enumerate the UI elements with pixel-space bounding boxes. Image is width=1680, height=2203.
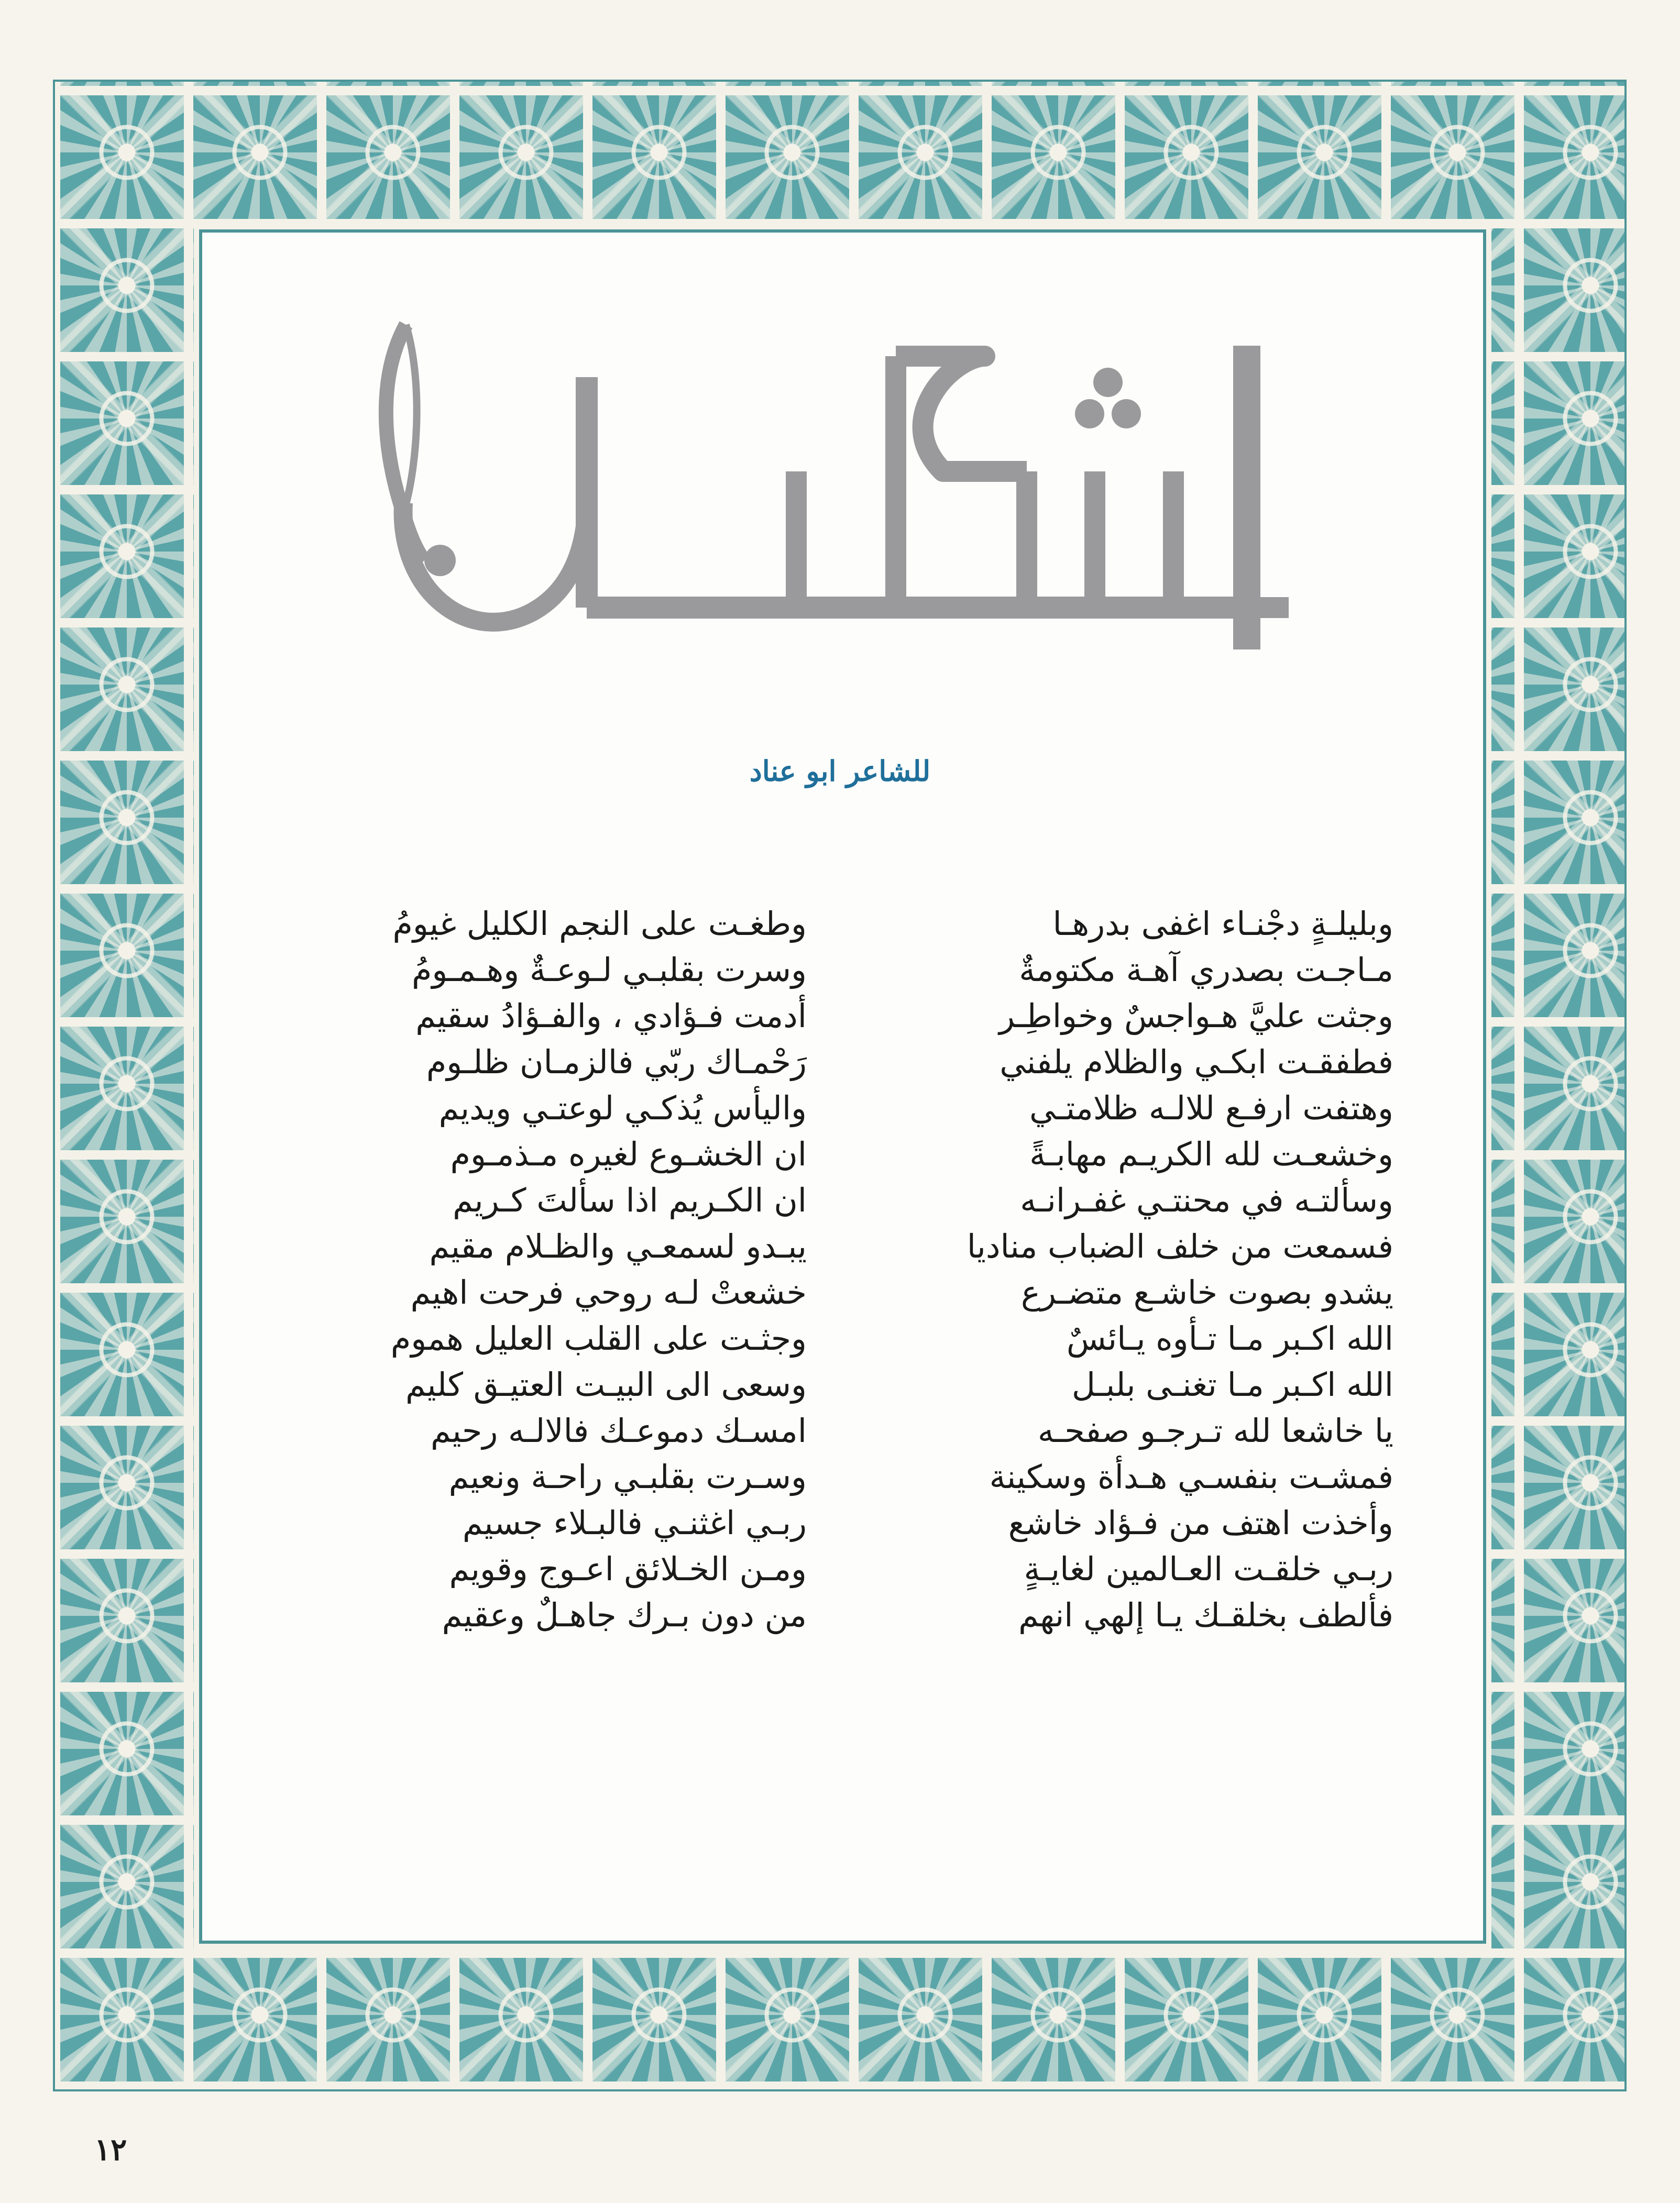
verse-line: يا خاشعا لله تـرجـو صفحـه bbox=[1037, 1412, 1393, 1450]
verse-line: واليأس يُذكـي لوعتـي ويديم bbox=[438, 1089, 807, 1127]
verse-line: خشعتْ لـه روحي فرحت اهيم bbox=[410, 1273, 807, 1312]
verse-line: وسرت بقلبـي لـوعـةٌ وهـمـومُ bbox=[412, 951, 807, 989]
verse-line: من دون بـرك جاهـلٌ وعقيم bbox=[442, 1596, 807, 1634]
verse-column-right bbox=[870, 901, 1393, 1638]
verse-line: فمشـت بنفسـي هـدأة وسكينة bbox=[989, 1458, 1393, 1496]
verse-line: فسمعت من خلف الضباب مناديا bbox=[967, 1227, 1393, 1265]
verse-line: وخشعـت لله الكريـم مهابـةً bbox=[1029, 1135, 1393, 1173]
verse-line: وسعى الى البيـت العتيـق كليم bbox=[405, 1365, 807, 1404]
verse-line: امسـك دموعـك فالالـه رحيم bbox=[431, 1412, 807, 1450]
verse-line: ربـي خلقـت العـالمين لغايـةٍ bbox=[1024, 1550, 1393, 1588]
verse-line: يشدو بصوت خاشـع متضـرع bbox=[1021, 1273, 1393, 1312]
verse-line: الله اكـبر مـا تـأوه يـائسٌ bbox=[1066, 1319, 1393, 1358]
verse-line: وطغـت على النجم الكليل غيومُ bbox=[392, 905, 807, 943]
verse-line: فألطف بخلقـك يـا إلهي انهم bbox=[1018, 1596, 1393, 1634]
verse-line: أدمت فـؤادي ، والفـؤادُ سقيم bbox=[415, 997, 807, 1035]
verse-line: ان الخشـوع لغيره مـذمـوم bbox=[450, 1135, 807, 1173]
page-number: ١٢ bbox=[94, 2132, 127, 2167]
verse-line: ان الكـريم اذا سألتَ كـريم bbox=[453, 1181, 807, 1219]
verse-line: وجثت عليَّ هـواجسٌ وخواطِـر bbox=[999, 997, 1393, 1035]
verse-line: وسـرت بقلبـي راحـة ونعيم bbox=[448, 1458, 807, 1496]
verse-line: مـاجـت بصدري آهـة مكتومةٌ bbox=[1019, 951, 1393, 989]
verse-line: وأخذت اهتف من فـؤاد خاشع bbox=[1008, 1504, 1393, 1542]
verse-line: رَحْمـاك ربّي فالزمـان ظلـوم bbox=[426, 1043, 807, 1081]
verse-column-left bbox=[283, 901, 807, 1638]
verse-line: ومـن الخـلائق اعـوج وقويم bbox=[449, 1550, 807, 1588]
poet-byline: للشاعر ابو عناد bbox=[749, 754, 931, 788]
verse-line: وسألتـه في محنتـي غفـرانـه bbox=[1020, 1181, 1393, 1219]
verse-line: وهتفت ارفـع للالـه ظلامتـي bbox=[1029, 1089, 1393, 1127]
calligraphic-title bbox=[367, 314, 1320, 670]
verse-line: ربـي اغثنـي فالبـلاء جسيم bbox=[462, 1504, 807, 1542]
verse-line: وبليلـةٍ دجْنـاء اغفى بدرهـا bbox=[1052, 905, 1393, 943]
verse-line: فطفقـت ابكـي والظلام يلفني bbox=[1000, 1043, 1393, 1081]
verse-line: وجثـت على القلب العليل هموم bbox=[390, 1319, 807, 1358]
verse-line: يبـدو لسمعـي والظـلام مقيم bbox=[429, 1227, 807, 1265]
verse-line: الله اكـبر مـا تغنـى بلبـل bbox=[1071, 1365, 1393, 1404]
